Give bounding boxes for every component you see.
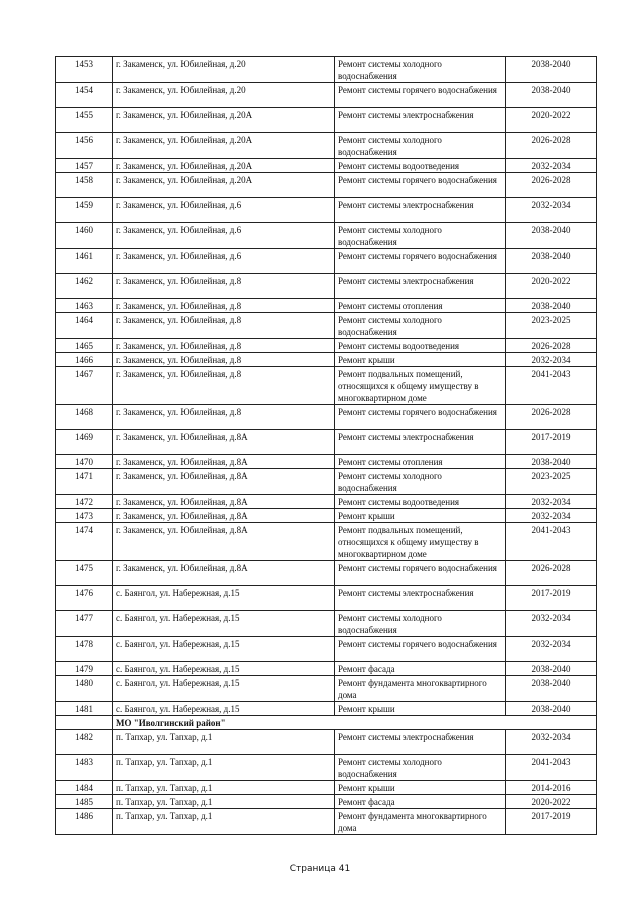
period-cell: 2014-2016 — [506, 781, 597, 795]
repair-schedule-table — [55, 56, 597, 835]
work-type-cell: Ремонт системы холодного водоснабжения — [335, 57, 506, 83]
row-number-cell: 1462 — [56, 274, 113, 299]
address-cell: г. Закаменск, ул. Юбилейная, д.20А — [113, 159, 335, 173]
address-cell: г. Закаменск, ул. Юбилейная, д.6 — [113, 249, 335, 274]
period-cell: 2023-2025 — [506, 313, 597, 339]
table-row — [56, 676, 597, 702]
period-cell: 2038-2040 — [506, 676, 597, 702]
address-cell: г. Закаменск, ул. Юбилейная, д.8 — [113, 405, 335, 430]
table-row — [56, 430, 597, 455]
row-number-cell: 1473 — [56, 509, 113, 523]
table-row — [56, 405, 597, 430]
work-type-cell: Ремонт системы электроснабжения — [335, 198, 506, 223]
period-cell: 2032-2034 — [506, 509, 597, 523]
work-type-cell: Ремонт фундамента многоквартирного дома — [335, 676, 506, 702]
section-title: МО "Иволгинский район" — [113, 716, 597, 730]
row-number-cell: 1480 — [56, 676, 113, 702]
row-number-cell: 1453 — [56, 57, 113, 83]
work-type-cell: Ремонт крыши — [335, 509, 506, 523]
work-type-cell: Ремонт крыши — [335, 781, 506, 795]
address-cell: с. Баянгол, ул. Набережная, д.15 — [113, 702, 335, 716]
row-number-cell: 1471 — [56, 469, 113, 495]
row-number-cell: 1456 — [56, 133, 113, 159]
table-row — [56, 637, 597, 662]
address-cell: г. Закаменск, ул. Юбилейная, д.8 — [113, 299, 335, 313]
row-number-cell: 1482 — [56, 730, 113, 755]
work-type-cell: Ремонт системы горячего водоснабжения — [335, 173, 506, 198]
period-cell: 2032-2034 — [506, 159, 597, 173]
table-row — [56, 133, 597, 159]
address-cell: г. Закаменск, ул. Юбилейная, д.8А — [113, 430, 335, 455]
table-row — [56, 611, 597, 637]
address-cell: г. Закаменск, ул. Юбилейная, д.8 — [113, 339, 335, 353]
table-row — [56, 495, 597, 509]
work-type-cell: Ремонт системы электроснабжения — [335, 108, 506, 133]
work-type-cell: Ремонт системы электроснабжения — [335, 730, 506, 755]
period-cell: 2032-2034 — [506, 730, 597, 755]
work-type-cell: Ремонт системы горячего водоснабжения — [335, 83, 506, 108]
address-cell: г. Закаменск, ул. Юбилейная, д.8 — [113, 313, 335, 339]
row-number-cell: 1465 — [56, 339, 113, 353]
section-row — [56, 716, 597, 730]
row-number-cell: 1483 — [56, 755, 113, 781]
work-type-cell: Ремонт фасада — [335, 662, 506, 676]
address-cell: г. Закаменск, ул. Юбилейная, д.8А — [113, 469, 335, 495]
table-row — [56, 159, 597, 173]
work-type-cell: Ремонт фасада — [335, 795, 506, 809]
page-footer: Страница 41 — [289, 864, 351, 874]
period-cell: 2026-2028 — [506, 173, 597, 198]
work-type-cell: Ремонт крыши — [335, 702, 506, 716]
row-number-cell: 1454 — [56, 83, 113, 108]
period-cell: 2038-2040 — [506, 299, 597, 313]
row-number-cell: 1472 — [56, 495, 113, 509]
period-cell: 2038-2040 — [506, 223, 597, 249]
address-cell: г. Закаменск, ул. Юбилейная, д.8 — [113, 367, 335, 405]
work-type-cell: Ремонт системы водоотведения — [335, 159, 506, 173]
period-cell: 2023-2025 — [506, 469, 597, 495]
period-cell: 2026-2028 — [506, 339, 597, 353]
address-cell: г. Закаменск, ул. Юбилейная, д.20А — [113, 133, 335, 159]
table-row — [56, 299, 597, 313]
work-type-cell: Ремонт системы горячего водоснабжения — [335, 561, 506, 586]
address-cell: п. Тапхар, ул. Тапхар, д.1 — [113, 781, 335, 795]
row-number-cell: 1481 — [56, 702, 113, 716]
table-row — [56, 561, 597, 586]
address-cell: г. Закаменск, ул. Юбилейная, д.6 — [113, 198, 335, 223]
period-cell: 2026-2028 — [506, 405, 597, 430]
address-cell: с. Баянгол, ул. Набережная, д.15 — [113, 611, 335, 637]
work-type-cell: Ремонт системы электроснабжения — [335, 430, 506, 455]
period-cell: 2020-2022 — [506, 795, 597, 809]
table-row — [56, 83, 597, 108]
address-cell: с. Баянгол, ул. Набережная, д.15 — [113, 662, 335, 676]
period-cell: 2020-2022 — [506, 274, 597, 299]
table-row — [56, 223, 597, 249]
table-row — [56, 795, 597, 809]
table-row — [56, 249, 597, 274]
table-row — [56, 455, 597, 469]
address-cell: г. Закаменск, ул. Юбилейная, д.8 — [113, 274, 335, 299]
row-number-cell: 1469 — [56, 430, 113, 455]
period-cell: 2041-2043 — [506, 523, 597, 561]
row-number-cell: 1467 — [56, 367, 113, 405]
row-number-cell: 1478 — [56, 637, 113, 662]
table-row — [56, 353, 597, 367]
period-cell: 2032-2034 — [506, 611, 597, 637]
table-row — [56, 523, 597, 561]
period-cell: 2038-2040 — [506, 249, 597, 274]
period-cell: 2032-2034 — [506, 495, 597, 509]
period-cell: 2038-2040 — [506, 662, 597, 676]
work-type-cell: Ремонт крыши — [335, 353, 506, 367]
row-number-cell: 1461 — [56, 249, 113, 274]
table-row — [56, 469, 597, 495]
work-type-cell: Ремонт системы отопления — [335, 455, 506, 469]
work-type-cell: Ремонт подвальных помещений, относящихся к общему имуществу в многоквартирном доме — [335, 367, 506, 405]
address-cell: г. Закаменск, ул. Юбилейная, д.20А — [113, 108, 335, 133]
address-cell: г. Закаменск, ул. Юбилейная, д.8А — [113, 455, 335, 469]
address-cell: с. Баянгол, ул. Набережная, д.15 — [113, 676, 335, 702]
table-row — [56, 274, 597, 299]
work-type-cell: Ремонт системы холодного водоснабжения — [335, 469, 506, 495]
address-cell: г. Закаменск, ул. Юбилейная, д.8А — [113, 561, 335, 586]
period-cell: 2038-2040 — [506, 83, 597, 108]
table-row — [56, 57, 597, 83]
row-number-cell: 1479 — [56, 662, 113, 676]
work-type-cell: Ремонт системы холодного водоснабжения — [335, 755, 506, 781]
address-cell: г. Закаменск, ул. Юбилейная, д.8А — [113, 495, 335, 509]
period-cell: 2020-2022 — [506, 108, 597, 133]
address-cell: п. Тапхар, ул. Тапхар, д.1 — [113, 755, 335, 781]
table-row — [56, 702, 597, 716]
table-row — [56, 108, 597, 133]
table-row — [56, 781, 597, 795]
period-cell: 2041-2043 — [506, 367, 597, 405]
work-type-cell: Ремонт системы электроснабжения — [335, 274, 506, 299]
period-cell: 2032-2034 — [506, 353, 597, 367]
work-type-cell: Ремонт системы холодного водоснабжения — [335, 133, 506, 159]
work-type-cell: Ремонт системы отопления — [335, 299, 506, 313]
table-body — [56, 57, 597, 835]
period-cell: 2017-2019 — [506, 430, 597, 455]
address-cell: п. Тапхар, ул. Тапхар, д.1 — [113, 809, 335, 835]
row-number-cell: 1486 — [56, 809, 113, 835]
table-row — [56, 730, 597, 755]
work-type-cell: Ремонт системы водоотведения — [335, 339, 506, 353]
period-cell: 2026-2028 — [506, 133, 597, 159]
row-number-cell: 1458 — [56, 173, 113, 198]
row-number-cell: 1460 — [56, 223, 113, 249]
work-type-cell: Ремонт системы электроснабжения — [335, 586, 506, 611]
row-number-cell: 1474 — [56, 523, 113, 561]
row-number-cell: 1455 — [56, 108, 113, 133]
table-row — [56, 367, 597, 405]
table-row — [56, 339, 597, 353]
row-number-cell: 1476 — [56, 586, 113, 611]
address-cell: г. Закаменск, ул. Юбилейная, д.20 — [113, 83, 335, 108]
row-number-cell: 1468 — [56, 405, 113, 430]
row-number-cell: 1477 — [56, 611, 113, 637]
period-cell: 2017-2019 — [506, 586, 597, 611]
section-number-cell — [56, 716, 113, 730]
address-cell: г. Закаменск, ул. Юбилейная, д.8А — [113, 509, 335, 523]
row-number-cell: 1463 — [56, 299, 113, 313]
table-row — [56, 313, 597, 339]
work-type-cell: Ремонт фундамента многоквартирного дома — [335, 809, 506, 835]
row-number-cell: 1475 — [56, 561, 113, 586]
row-number-cell: 1466 — [56, 353, 113, 367]
address-cell: г. Закаменск, ул. Юбилейная, д.6 — [113, 223, 335, 249]
address-cell: г. Закаменск, ул. Юбилейная, д.20А — [113, 173, 335, 198]
table-row — [56, 198, 597, 223]
table-row — [56, 809, 597, 835]
address-cell: г. Закаменск, ул. Юбилейная, д.20 — [113, 57, 335, 83]
address-cell: п. Тапхар, ул. Тапхар, д.1 — [113, 795, 335, 809]
address-cell: с. Баянгол, ул. Набережная, д.15 — [113, 637, 335, 662]
work-type-cell: Ремонт системы водоотведения — [335, 495, 506, 509]
table-row — [56, 509, 597, 523]
table-row — [56, 755, 597, 781]
work-type-cell: Ремонт системы холодного водоснабжения — [335, 223, 506, 249]
table-row — [56, 586, 597, 611]
row-number-cell: 1470 — [56, 455, 113, 469]
address-cell: с. Баянгол, ул. Набережная, д.15 — [113, 586, 335, 611]
row-number-cell: 1485 — [56, 795, 113, 809]
address-cell: п. Тапхар, ул. Тапхар, д.1 — [113, 730, 335, 755]
work-type-cell: Ремонт системы горячего водоснабжения — [335, 637, 506, 662]
period-cell: 2017-2019 — [506, 809, 597, 835]
period-cell: 2032-2034 — [506, 198, 597, 223]
period-cell: 2038-2040 — [506, 455, 597, 469]
period-cell: 2038-2040 — [506, 702, 597, 716]
row-number-cell: 1464 — [56, 313, 113, 339]
row-number-cell: 1484 — [56, 781, 113, 795]
work-type-cell: Ремонт системы горячего водоснабжения — [335, 249, 506, 274]
row-number-cell: 1457 — [56, 159, 113, 173]
period-cell: 2032-2034 — [506, 637, 597, 662]
work-type-cell: Ремонт системы горячего водоснабжения — [335, 405, 506, 430]
work-type-cell: Ремонт системы холодного водоснабжения — [335, 611, 506, 637]
address-cell: г. Закаменск, ул. Юбилейная, д.8А — [113, 523, 335, 561]
period-cell: 2026-2028 — [506, 561, 597, 586]
row-number-cell: 1459 — [56, 198, 113, 223]
period-cell: 2038-2040 — [506, 57, 597, 83]
period-cell: 2041-2043 — [506, 755, 597, 781]
work-type-cell: Ремонт системы холодного водоснабжения — [335, 313, 506, 339]
table-row — [56, 662, 597, 676]
address-cell: г. Закаменск, ул. Юбилейная, д.8 — [113, 353, 335, 367]
work-type-cell: Ремонт подвальных помещений, относящихся к общему имуществу в многоквартирном доме — [335, 523, 506, 561]
table-row — [56, 173, 597, 198]
